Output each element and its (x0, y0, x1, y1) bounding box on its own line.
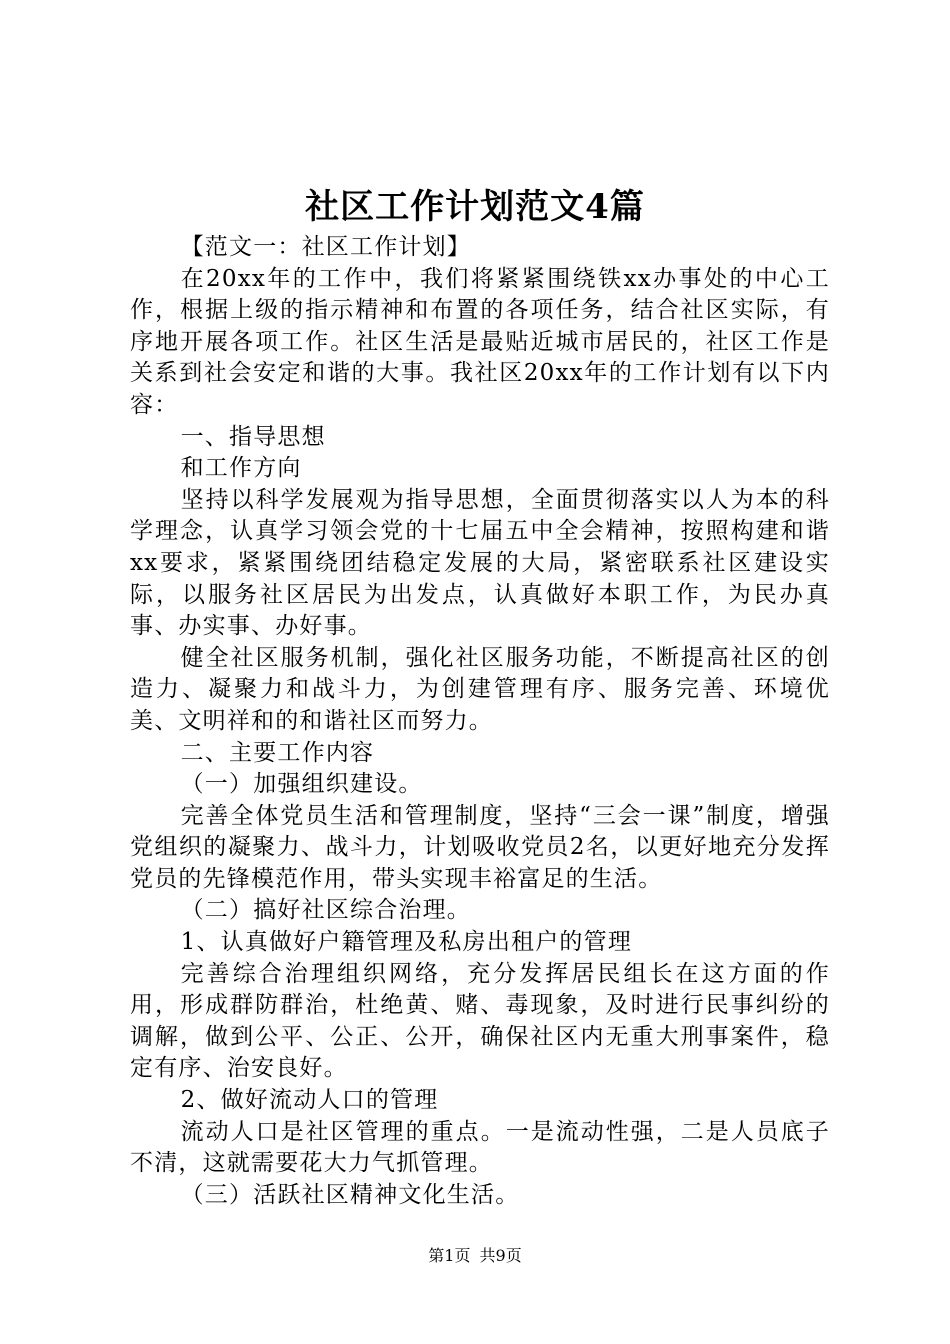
paragraph: 流动人口是社区管理的重点。一是流动性强，二是人员底子不清，这就需要花大力气抓管理。 (130, 1118, 830, 1177)
paragraph: 1、认真做好户籍管理及私房出租户的管理 (180, 929, 633, 956)
paragraph: （一）加强组织建设。 (180, 771, 423, 798)
page-number: 第1页 (428, 1246, 471, 1265)
paragraph: 在20xx年的工作中，我们将紧紧围绕铁xx办事处的中心工作，根据上级的指示精神和布置的各项任务，结合社区实际，有序地开展各项工作。社区生活是最贴近城市居民的，社区工作是关系到社会安定和谐的大事。我社区20xx年的工作计划有以下内容： (130, 265, 830, 418)
paragraph: 2、做好流动人口的管理 (180, 1087, 439, 1114)
paragraph: 二、主要工作内容 (180, 739, 375, 766)
paragraph: （二）搞好社区综合治理。 (180, 897, 471, 924)
paragraph: 和工作方向 (180, 455, 302, 482)
paragraph: 坚持以科学发展观为指导思想，全面贯彻落实以人为本的科学理念，认真学习领会党的十七届五中全会精神，按照构建和谐xx要求，紧紧围绕团结稳定发展的大局，紧密联系社区建设实际，以服务社区居民为出发点，认真做好本职工作，为民办真事、办实事、办好事。 (130, 486, 830, 640)
page-total: 共9页 (479, 1246, 522, 1265)
page-footer (0, 1244, 950, 1268)
paragraph: 健全社区服务机制，强化社区服务功能，不断提高社区的创造力、凝聚力和战斗力，为创建管理有序、服务完善、环境优美、文明祥和的和谐社区而努力。 (130, 644, 830, 734)
paragraph: 一、指导思想 (180, 423, 326, 450)
paragraph: 【范文一：社区工作计划】 (180, 234, 471, 260)
paragraph: 完善全体党员生活和管理制度，坚持“三会一课”制度，增强党组织的凝聚力、战斗力，计划吸收党员2名，以更好地充分发挥党员的先锋模范作用，带头实现丰裕富足的生活。 (130, 802, 830, 892)
document-title: 社区工作计划范文4篇 (305, 187, 645, 227)
paragraph: 完善综合治理组织网络，充分发挥居民组长在这方面的作用，形成群防群治，杜绝黄、赌、毒现象，及时进行民事纠纷的调解，做到公平、公正、公开，确保社区内无重大刑事案件，稳定有序、治安良好。 (130, 960, 830, 1082)
paragraph: （三）活跃社区精神文化生活。 (180, 1181, 520, 1208)
document-body (130, 232, 830, 1211)
